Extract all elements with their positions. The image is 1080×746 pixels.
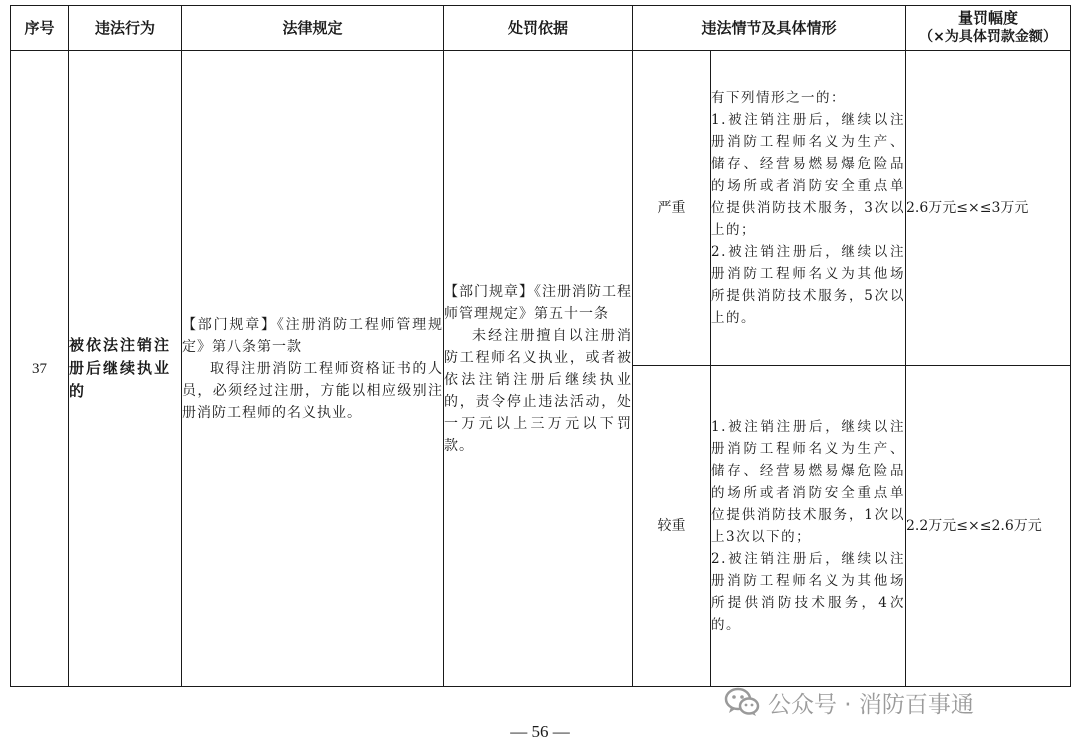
header-amount-line2: （×为具体罚款金额）: [919, 29, 1057, 45]
level-heavy: 较重: [633, 366, 711, 687]
row-act: 被依法注销注册后继续执业的: [69, 51, 182, 687]
watermark-text: 公众号 · 消防百事通: [768, 691, 974, 718]
header-row: [11, 6, 1071, 51]
wechat-icon: [724, 687, 760, 717]
detail-severe: [711, 51, 906, 366]
detail-line: 2.被注销注册后，继续以注册消防工程师名义为其他场所提供消防技术服务，4次的。: [711, 551, 906, 633]
detail-heavy: [711, 366, 906, 687]
law-text: 取得注册消防工程师资格证书的人员，必须经过注册，方能以相应级别注册消防工程师的名义执业。: [182, 360, 443, 421]
table-row-severe: [11, 51, 1071, 366]
page-number: — 56 —: [510, 722, 570, 741]
law-title: 【部门规章】《注册消防工程师管理规定》第八条第一款: [182, 316, 443, 355]
row-law: [182, 51, 444, 687]
header-law: 法律规定: [182, 6, 444, 51]
row-seq: 37: [11, 51, 69, 687]
header-amount-line1: 量罚幅度: [958, 9, 1019, 27]
detail-line: 2.被注销注册后，继续以注册消防工程师名义为其他场所提供消防技术服务，5次以上的。: [711, 244, 906, 326]
header-circumstance: 违法情节及具体情形: [633, 6, 906, 51]
level-severe: 严重: [633, 51, 711, 366]
header-amount: [906, 6, 1071, 51]
detail-line: 有下列情形之一的：: [711, 90, 846, 106]
header-seq: 序号: [11, 6, 69, 51]
basis-text: 未经注册擅自以注册消防工程师名义执业，或者被依法注销注册后继续执业的，责令停止违法活动，处一万元以上三万元以下罚款。: [444, 327, 632, 454]
detail-line: 1.被注销注册后，继续以注册消防工程师名义为生产、储存、经营易燃易爆危险品的场所或者消防安全重点单位提供消防技术服务，1次以上3次以下的；: [711, 419, 906, 545]
header-act: 违法行为: [69, 6, 182, 51]
penalty-table: [10, 5, 1071, 687]
detail-line: 1.被注销注册后，继续以注册消防工程师名义为生产、储存、经营易燃易爆危险品的场所或者消防安全重点单位提供消防技术服务，3次以上的；: [711, 112, 906, 238]
watermark: [724, 684, 974, 720]
amount-heavy: 2.2万元≤×≤2.6万元: [906, 366, 1071, 687]
row-basis: [444, 51, 633, 687]
header-basis: 处罚依据: [444, 6, 633, 51]
amount-severe: 2.6万元≤×≤3万元: [906, 51, 1071, 366]
basis-title: 【部门规章】《注册消防工程师管理规定》第五十一条: [444, 283, 632, 322]
